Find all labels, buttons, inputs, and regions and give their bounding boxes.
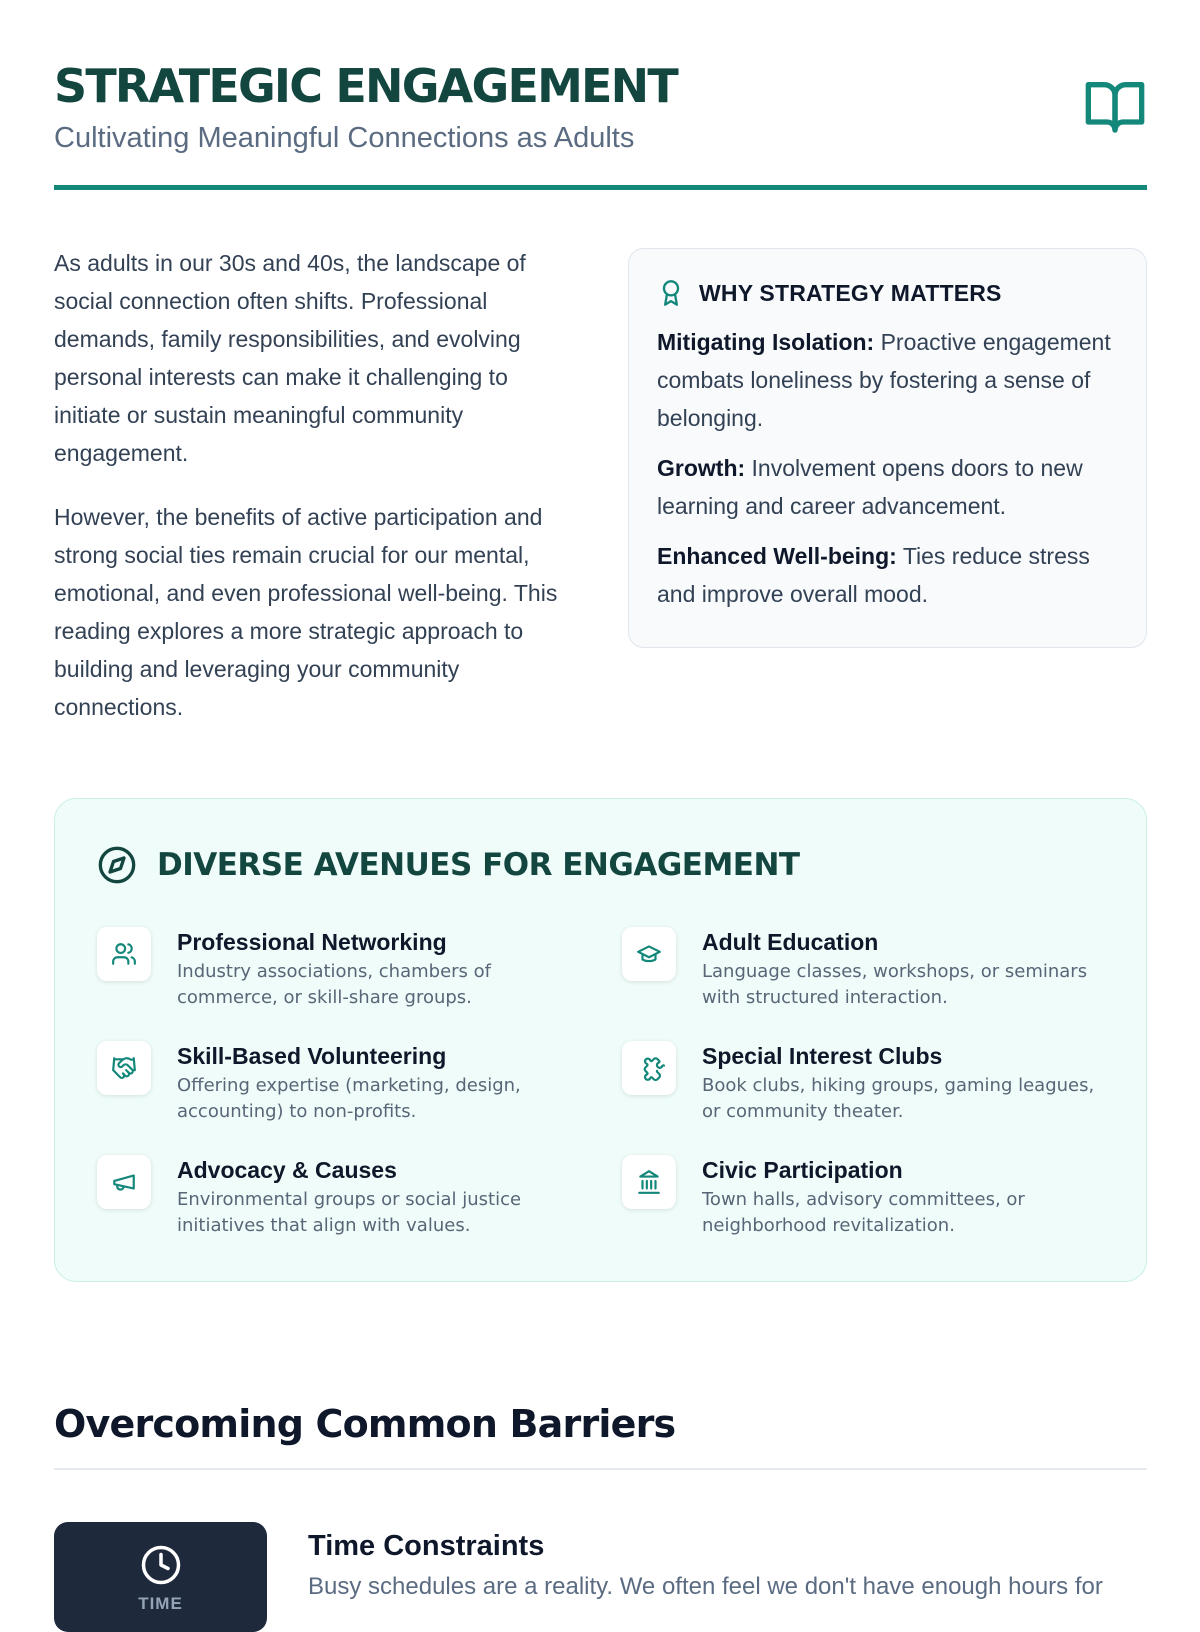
- barrier-desc: Busy schedules are a reality. We often feel we don't have enough hours for: [308, 1573, 1103, 1600]
- avenue-desc: Book clubs, hiking groups, gaming leagues, or community theater.: [702, 1075, 1095, 1122]
- handshake-icon: [111, 1055, 137, 1081]
- page-title: STRATEGIC ENGAGEMENT: [54, 59, 677, 113]
- barriers-title: Overcoming Common Barriers: [54, 1402, 676, 1446]
- avenue-item: [622, 1155, 1102, 1247]
- avenues-header: [97, 845, 800, 885]
- why-item-label: Growth:: [657, 455, 746, 481]
- why-item-label: Mitigating Isolation:: [657, 329, 875, 355]
- avenue-desc: Town halls, advisory committees, or neighborhood revitalization.: [702, 1189, 1025, 1236]
- avenue-text: [702, 1155, 1112, 1239]
- why-strategy-header: [657, 275, 1122, 311]
- award-icon: [657, 279, 685, 307]
- barrier-name: Time Constraints: [308, 1530, 545, 1562]
- avenue-name: Skill-Based Volunteering: [177, 1043, 447, 1069]
- section-divider: [54, 1468, 1147, 1470]
- avenue-icon-box: [97, 927, 151, 981]
- avenue-desc: Language classes, workshops, or seminars with structured interaction.: [702, 961, 1088, 1008]
- users-icon: [111, 941, 137, 967]
- avenue-icon-box: [97, 1155, 151, 1209]
- clock-icon: [140, 1544, 182, 1586]
- why-item-text: Proactive engagement combats loneliness by fostering a sense of belonging.: [657, 329, 1111, 431]
- avenue-item: [97, 927, 577, 1019]
- avenue-icon-box: [622, 1155, 676, 1209]
- intro-paragraph: However, the benefits of active participation and strong social ties remain crucial for our mental, emotional, and even professional well-being. This reading explores a more strategic approach to building and leveraging your community connections.: [54, 504, 558, 720]
- avenue-item: [622, 927, 1102, 1019]
- avenue-desc: Environmental groups or social justice initiatives that align with values.: [177, 1189, 522, 1236]
- avenue-icon-box: [622, 1041, 676, 1095]
- why-item-text: Involvement opens doors to new learning and career advancement.: [657, 455, 1083, 519]
- book-open-icon: [1083, 74, 1147, 138]
- avenue-text: [702, 927, 1112, 1011]
- avenue-icon-box: [97, 1041, 151, 1095]
- why-strategy-title: WHY STRATEGY MATTERS: [699, 279, 1002, 306]
- why-strategy-box: [628, 248, 1147, 648]
- avenue-text: [177, 1041, 587, 1125]
- time-card: [54, 1522, 267, 1632]
- avenue-item: [97, 1041, 577, 1133]
- avenue-name: Special Interest Clubs: [702, 1043, 943, 1069]
- landmark-icon: [636, 1169, 662, 1195]
- megaphone-icon: [111, 1169, 137, 1195]
- avenue-item: [97, 1155, 577, 1247]
- why-item: [657, 537, 1122, 613]
- avenues-title: DIVERSE AVENUES FOR ENGAGEMENT: [157, 847, 800, 883]
- time-label: TIME: [138, 1594, 183, 1613]
- intro-text: [54, 244, 574, 726]
- intro-paragraph: As adults in our 30s and 40s, the landscape of social connection often shifts. Professional demands, family responsibilities, and evolving personal interests can make it challenging to initiate or sustain meaningful community engagement.: [54, 250, 526, 466]
- page: [54, 0, 1147, 1613]
- avenue-text: [177, 927, 587, 1011]
- avenues-section: [54, 798, 1147, 1282]
- page-header: [54, 58, 1147, 190]
- why-item: [657, 323, 1122, 437]
- why-item-label: Enhanced Well-being:: [657, 543, 897, 569]
- avenue-text: [177, 1155, 587, 1239]
- puzzle-icon: [636, 1055, 662, 1081]
- avenue-name: Adult Education: [702, 929, 879, 955]
- avenue-desc: Industry associations, chambers of commerce, or skill-share groups.: [177, 961, 492, 1008]
- avenue-item: [622, 1041, 1102, 1133]
- why-item-text: Ties reduce stress and improve overall mood.: [657, 543, 1090, 607]
- why-item: [657, 449, 1122, 525]
- avenue-desc: Offering expertise (marketing, design, accounting) to non-profits.: [177, 1075, 521, 1122]
- graduation-cap-icon: [636, 941, 662, 967]
- avenue-name: Civic Participation: [702, 1157, 903, 1183]
- avenue-text: [702, 1041, 1112, 1125]
- avenue-name: Advocacy & Causes: [177, 1157, 397, 1183]
- avenue-name: Professional Networking: [177, 929, 447, 955]
- page-subtitle: Cultivating Meaningful Connections as Adults: [54, 122, 635, 154]
- compass-icon: [97, 845, 137, 885]
- avenue-icon-box: [622, 927, 676, 981]
